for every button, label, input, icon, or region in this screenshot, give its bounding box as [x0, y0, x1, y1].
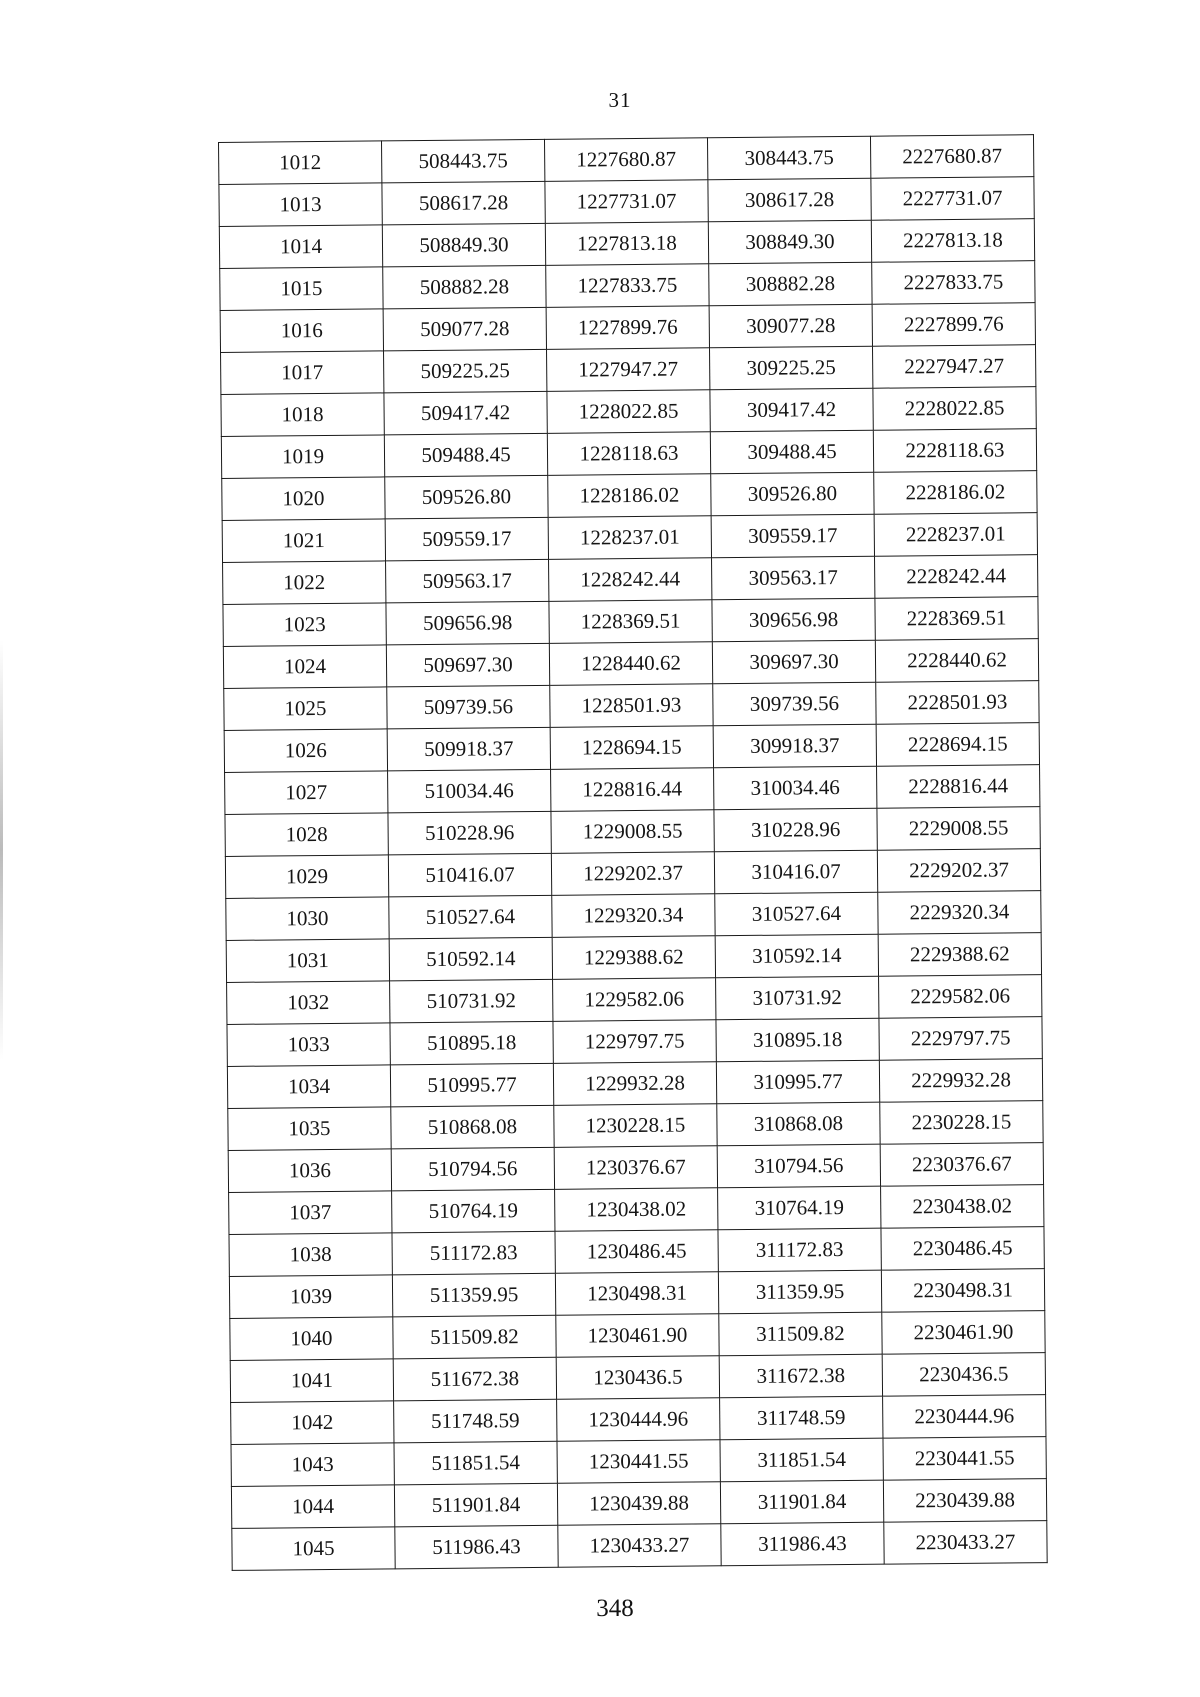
point-id-cell: 1027 [225, 771, 388, 815]
coordinate-table [218, 134, 1048, 1571]
point-id-cell: 1030 [226, 897, 389, 941]
page-number-top: 31 [608, 88, 632, 112]
x2-cell: 310527.64 [715, 892, 878, 936]
y2-cell: 2228118.63 [873, 429, 1036, 473]
y2-cell: 2228242.44 [875, 555, 1038, 599]
x1-cell: 509077.28 [383, 307, 546, 351]
y1-cell: 1228186.02 [548, 474, 711, 518]
x2-cell: 311748.59 [720, 1396, 883, 1440]
x2-cell: 309417.42 [710, 388, 873, 432]
point-id-cell: 1023 [223, 603, 386, 647]
y2-cell: 2228186.02 [874, 471, 1037, 515]
point-id-cell: 1038 [229, 1233, 392, 1277]
y2-cell: 2230376.67 [880, 1143, 1043, 1187]
x2-cell: 310764.19 [718, 1186, 881, 1230]
y2-cell: 2229932.28 [879, 1059, 1042, 1103]
y2-cell: 2230436.5 [882, 1353, 1045, 1397]
x1-cell: 508882.28 [383, 265, 546, 309]
y1-cell: 1229932.28 [553, 1062, 716, 1106]
x2-cell: 309563.17 [712, 556, 875, 600]
x1-cell: 509656.98 [386, 601, 549, 645]
y1-cell: 1228237.01 [548, 516, 711, 560]
y2-cell: 2228022.85 [873, 387, 1036, 431]
x1-cell: 510228.96 [388, 811, 551, 855]
x2-cell: 309697.30 [712, 640, 875, 684]
x1-cell: 510592.14 [389, 937, 552, 981]
x2-cell: 308617.28 [708, 178, 871, 222]
x2-cell: 311509.82 [719, 1312, 882, 1356]
y2-cell: 2229202.37 [877, 849, 1040, 893]
y1-cell: 1230461.90 [556, 1314, 719, 1358]
x1-cell: 510995.77 [390, 1063, 553, 1107]
y2-cell: 2228440.62 [875, 639, 1038, 683]
x2-cell: 311901.84 [720, 1480, 883, 1524]
y2-cell: 2227731.07 [871, 177, 1034, 221]
x2-cell: 309077.28 [709, 304, 872, 348]
y1-cell: 1227833.75 [546, 264, 709, 308]
point-id-cell: 1014 [219, 225, 382, 269]
y1-cell: 1228501.93 [550, 684, 713, 728]
x1-cell: 509526.80 [385, 475, 548, 519]
y2-cell: 2229388.62 [878, 933, 1041, 977]
x1-cell: 511851.54 [394, 1441, 557, 1485]
x2-cell: 311986.43 [721, 1522, 884, 1566]
y1-cell: 1227680.87 [544, 138, 707, 182]
point-id-cell: 1019 [221, 435, 384, 479]
y2-cell: 2228501.93 [876, 681, 1039, 725]
y1-cell: 1230444.96 [557, 1398, 720, 1442]
y1-cell: 1230486.45 [555, 1230, 718, 1274]
x1-cell: 508849.30 [382, 223, 545, 267]
point-id-cell: 1021 [222, 519, 385, 563]
y2-cell: 2229582.06 [879, 975, 1042, 1019]
y1-cell: 1227813.18 [545, 222, 708, 266]
y2-cell: 2230439.88 [883, 1479, 1046, 1523]
x1-cell: 509417.42 [384, 391, 547, 435]
point-id-cell: 1015 [220, 267, 383, 311]
x1-cell: 511359.95 [392, 1273, 555, 1317]
page-number-bottom: 348 [596, 1595, 634, 1622]
x1-cell: 510034.46 [388, 769, 551, 813]
point-id-cell: 1018 [221, 393, 384, 437]
point-id-cell: 1040 [230, 1317, 393, 1361]
x1-cell: 510868.08 [391, 1105, 554, 1149]
point-id-cell: 1041 [230, 1359, 393, 1403]
y1-cell: 1230433.27 [558, 1524, 721, 1568]
point-id-cell: 1016 [220, 309, 383, 353]
x2-cell: 311851.54 [720, 1438, 883, 1482]
x1-cell: 510527.64 [389, 895, 552, 939]
y2-cell: 2228369.51 [875, 597, 1038, 641]
point-id-cell: 1017 [221, 351, 384, 395]
y2-cell: 2230444.96 [883, 1395, 1046, 1439]
x1-cell: 511986.43 [395, 1525, 558, 1569]
x1-cell: 508617.28 [382, 181, 545, 225]
y1-cell: 1230436.5 [556, 1356, 719, 1400]
y1-cell: 1229582.06 [553, 978, 716, 1022]
x1-cell: 511901.84 [394, 1483, 557, 1527]
x1-cell: 510731.92 [390, 979, 553, 1023]
point-id-cell: 1044 [231, 1485, 394, 1529]
y1-cell: 1228242.44 [549, 558, 712, 602]
x2-cell: 309918.37 [713, 724, 876, 768]
y1-cell: 1228694.15 [550, 726, 713, 770]
point-id-cell: 1026 [224, 729, 387, 773]
x1-cell: 510794.56 [391, 1147, 554, 1191]
y1-cell: 1230228.15 [554, 1104, 717, 1148]
point-id-cell: 1033 [227, 1023, 390, 1067]
y2-cell: 2227947.27 [872, 345, 1035, 389]
x2-cell: 309559.17 [711, 514, 874, 558]
x2-cell: 309656.98 [712, 598, 875, 642]
x1-cell: 509739.56 [387, 685, 550, 729]
point-id-cell: 1039 [229, 1275, 392, 1319]
x1-cell: 510895.18 [390, 1021, 553, 1065]
x1-cell: 509697.30 [386, 643, 549, 687]
y1-cell: 1230441.55 [557, 1440, 720, 1484]
y2-cell: 2228694.15 [876, 723, 1039, 767]
coordinate-table-wrapper [218, 134, 1048, 1571]
point-id-cell: 1042 [231, 1401, 394, 1445]
x1-cell: 511748.59 [394, 1399, 557, 1443]
x2-cell: 310895.18 [716, 1018, 879, 1062]
point-id-cell: 1031 [226, 939, 389, 983]
y1-cell: 1228022.85 [547, 390, 710, 434]
x2-cell: 311672.38 [719, 1354, 882, 1398]
y1-cell: 1229797.75 [553, 1020, 716, 1064]
x2-cell: 310416.07 [714, 850, 877, 894]
y2-cell: 2227899.76 [872, 303, 1035, 347]
x1-cell: 510416.07 [388, 853, 551, 897]
y2-cell: 2227833.75 [872, 261, 1035, 305]
y1-cell: 1228118.63 [547, 432, 710, 476]
y1-cell: 1230498.31 [555, 1272, 718, 1316]
x2-cell: 310794.56 [717, 1144, 880, 1188]
x2-cell: 310868.08 [717, 1102, 880, 1146]
x1-cell: 509559.17 [385, 517, 548, 561]
coordinate-table-body [219, 135, 1048, 1571]
y2-cell: 2229008.55 [877, 807, 1040, 851]
y1-cell: 1227731.07 [545, 180, 708, 224]
point-id-cell: 1037 [229, 1191, 392, 1235]
x1-cell: 508443.75 [381, 139, 544, 183]
x1-cell: 510764.19 [392, 1189, 555, 1233]
y1-cell: 1230376.67 [554, 1146, 717, 1190]
x2-cell: 310034.46 [714, 766, 877, 810]
x1-cell: 511509.82 [393, 1315, 556, 1359]
y1-cell: 1229008.55 [551, 810, 714, 854]
y2-cell: 2230433.27 [884, 1521, 1047, 1565]
x1-cell: 511172.83 [392, 1231, 555, 1275]
point-id-cell: 1012 [219, 141, 382, 185]
point-id-cell: 1020 [222, 477, 385, 521]
x1-cell: 509563.17 [386, 559, 549, 603]
x2-cell: 308849.30 [708, 220, 871, 264]
x2-cell: 309488.45 [710, 430, 873, 474]
y2-cell: 2229320.34 [878, 891, 1041, 935]
point-id-cell: 1024 [223, 645, 386, 689]
point-id-cell: 1028 [225, 813, 388, 857]
y2-cell: 2227813.18 [871, 219, 1034, 263]
y1-cell: 1229388.62 [552, 936, 715, 980]
x2-cell: 311172.83 [718, 1228, 881, 1272]
y1-cell: 1230439.88 [557, 1482, 720, 1526]
point-id-cell: 1029 [225, 855, 388, 899]
y2-cell: 2230498.31 [881, 1269, 1044, 1313]
x1-cell: 511672.38 [393, 1357, 556, 1401]
y2-cell: 2229797.75 [879, 1017, 1042, 1061]
y1-cell: 1227947.27 [547, 348, 710, 392]
x2-cell: 310995.77 [716, 1060, 879, 1104]
y2-cell: 2230228.15 [880, 1101, 1043, 1145]
point-id-cell: 1034 [227, 1065, 390, 1109]
y2-cell: 2230486.45 [881, 1227, 1044, 1271]
point-id-cell: 1022 [223, 561, 386, 605]
y1-cell: 1228440.62 [549, 642, 712, 686]
point-id-cell: 1043 [231, 1443, 394, 1487]
x2-cell: 310731.92 [716, 976, 879, 1020]
y2-cell: 2230461.90 [882, 1311, 1045, 1355]
x2-cell: 309526.80 [711, 472, 874, 516]
x2-cell: 308882.28 [709, 262, 872, 306]
x1-cell: 509488.45 [384, 433, 547, 477]
y1-cell: 1229320.34 [552, 894, 715, 938]
y1-cell: 1228369.51 [549, 600, 712, 644]
point-id-cell: 1025 [224, 687, 387, 731]
x2-cell: 310592.14 [715, 934, 878, 978]
x2-cell: 309739.56 [713, 682, 876, 726]
point-id-cell: 1032 [227, 981, 390, 1025]
y1-cell: 1227899.76 [546, 306, 709, 350]
y2-cell: 2227680.87 [870, 135, 1033, 179]
table-row [232, 1521, 1047, 1571]
point-id-cell: 1035 [228, 1107, 391, 1151]
y1-cell: 1228816.44 [551, 768, 714, 812]
point-id-cell: 1013 [219, 183, 382, 227]
x1-cell: 509225.25 [384, 349, 547, 393]
y2-cell: 2228816.44 [877, 765, 1040, 809]
x2-cell: 310228.96 [714, 808, 877, 852]
y1-cell: 1229202.37 [551, 852, 714, 896]
y1-cell: 1230438.02 [555, 1188, 718, 1232]
point-id-cell: 1036 [228, 1149, 391, 1193]
x1-cell: 509918.37 [387, 727, 550, 771]
x2-cell: 309225.25 [709, 346, 872, 390]
x2-cell: 311359.95 [718, 1270, 881, 1314]
point-id-cell: 1045 [232, 1527, 395, 1571]
x2-cell: 308443.75 [707, 136, 870, 180]
scan-edge-shadow [0, 640, 3, 1060]
y2-cell: 2230441.55 [883, 1437, 1046, 1481]
y2-cell: 2228237.01 [874, 513, 1037, 557]
y2-cell: 2230438.02 [881, 1185, 1044, 1229]
